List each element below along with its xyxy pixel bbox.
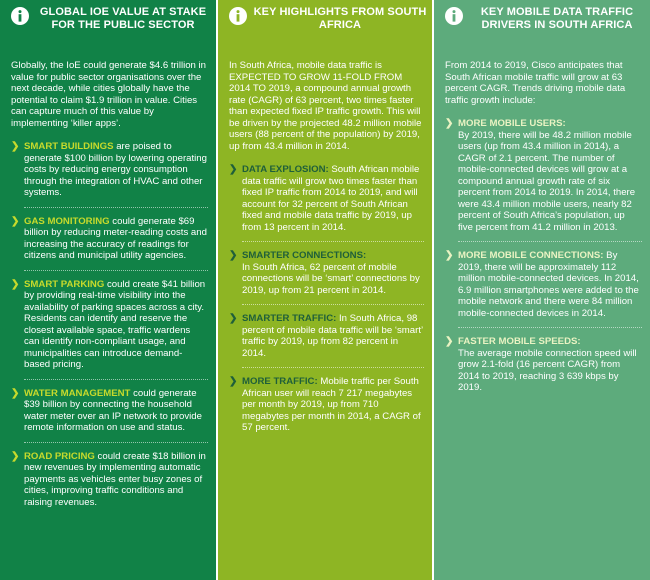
info-icon [228,6,248,26]
list-item: ❯ WATER MANAGEMENT could generate $39 billion by connecting the household water meter over an IP network to provide remote information on use and status. [11,387,202,433]
item-list [218,164,432,434]
intro-text: Globally, the IoE could generate $4.6 trillion in value for public sector organisations over the next decade, while cities globally have the potential to claim $1.9 trillion in value. Cities can capture much of this value by implementing ‘killer apps’. [11,60,207,129]
chevron-right-icon: ❯ [11,215,20,227]
list-item: ❯ MORE TRAFFIC: Mobile traffic per South African user will reach 7 217 megabytes per month by 2019, up from 710 megabytes per month in 2014, a CAGR of 57 percent. [229,376,421,433]
column-header [434,0,650,60]
list-item: ❯ MORE MOBILE USERS: By 2019, there will be 48.2 million mobile users (up from 43.4 million in 2014), a CAGR of 2.1 percent. The number of mobile-connected devices will grow at a compound annual growth rate of six percent from 2014 to 2019. In 2014, there were 43.4 million mobile users, nearly 82 percent of South Africa’s population, up five percent from 41.2 million in 2013. [445,118,636,233]
column-global-ioe-value [0,0,216,580]
divider [458,327,642,328]
list-item: ❯ FASTER MOBILE SPEEDS: The average mobile connection speed will grow 2.1-fold (16 percent CAGR) from 2014 to 2019, reaching 3 639 kbps by 2019. [445,336,637,393]
list-item: ❯ SMARTER TRAFFIC: In South Africa, 98 percent of mobile data traffic will be ‘smart’ traffic by 2019, up from 82 percent in 2014. [229,313,423,359]
chevron-right-icon: ❯ [445,250,454,261]
column-title: KEY HIGHLIGHTS FROM SOUTH AFRICA [253,6,427,31]
list-item: ❯ SMART BUILDINGS are poised to generate $100 billion by lowering operating costs by reducing energy consumption through the integration of HVAC and other systems. [11,141,207,198]
divider [242,241,424,242]
divider [242,304,424,305]
list-item: ❯ DATA EXPLOSION: South African mobile data traffic will grow two times faster than fixed IP traffic from 2014 to 2019, and will account for 32 percent of South African fixed and mobile data traffic by 2019, up from 13 percent in 2014. [229,164,420,233]
divider [24,442,208,443]
chevron-right-icon: ❯ [229,164,238,175]
chevron-right-icon: ❯ [11,278,20,290]
divider [242,367,424,368]
chevron-right-icon: ❯ [11,450,20,462]
item-list [434,118,650,394]
list-item: ❯ ROAD PRICING could create $18 billion in new revenues by implementing automatic payments as vehicles enter busy zones of cities, improving traffic conditions and raising revenues. [11,450,206,508]
intro-text: From 2014 to 2019, Cisco anticipates that South African mobile traffic will grow at 63 percent CAGR. Trends driving mobile data traffic growth include: [445,60,626,106]
list-item: ❯ SMARTER CONNECTIONS: In South Africa, 62 percent of mobile connections will be ‘smart’ connections by 2019, up from 21 percent in 2014. [229,250,420,296]
chevron-right-icon: ❯ [11,141,20,152]
info-icon [444,6,464,26]
chevron-right-icon: ❯ [229,313,238,324]
chevron-right-icon: ❯ [11,387,20,399]
chevron-right-icon: ❯ [229,376,238,387]
list-item: ❯ GAS MONITORING could generate $69 billion by reducing meter-reading costs and increasing the accuracy of readings for citizens and municipal utility agencies. [11,215,207,261]
chevron-right-icon: ❯ [445,118,454,129]
divider [24,270,208,271]
divider [24,207,208,208]
column-title: KEY MOBILE DATA TRAFFIC DRIVERS IN SOUTH AFRICA [480,6,634,31]
column-key-highlights [218,0,432,580]
chevron-right-icon: ❯ [229,250,238,261]
list-item: ❯ SMART PARKING could create $41 billion by providing real-time visibility into the availability of parking spaces across a city. Residents can identify and reserve the closest available space, traffic wardens can identify non-compliant usage, and municipalities can introduce demand-based pricing. [11,278,206,370]
item-list [0,141,216,508]
column-mobile-traffic-drivers [434,0,650,580]
column-header [218,0,432,60]
intro-text: In South Africa, mobile data traffic is EXPECTED TO GROW 11-FOLD FROM 2014 TO 2019, a compound annual growth rate (CAGR) of 63 percent, two times faster than expected fixed IP traffic growth. This will be driven by the projected 48.2 million mobile users (88 percent of the population) by 2019, up from 43.4 million in 2014. [229,60,422,152]
chevron-right-icon: ❯ [445,336,454,347]
list-item: ❯ MORE MOBILE CONNECTIONS: By 2019, there will be approximately 112 million mobile-connected devices. In 2014, 6.9 million smartphones were added to the mobile network and there were 84 million mobile-connected devices in 2014. [445,250,639,319]
column-header [0,0,216,60]
divider [458,241,642,242]
column-title: GLOBAL IOE VALUE AT STAKE FOR THE PUBLIC SECTOR [39,6,207,31]
info-icon [10,6,30,26]
divider [24,379,208,380]
